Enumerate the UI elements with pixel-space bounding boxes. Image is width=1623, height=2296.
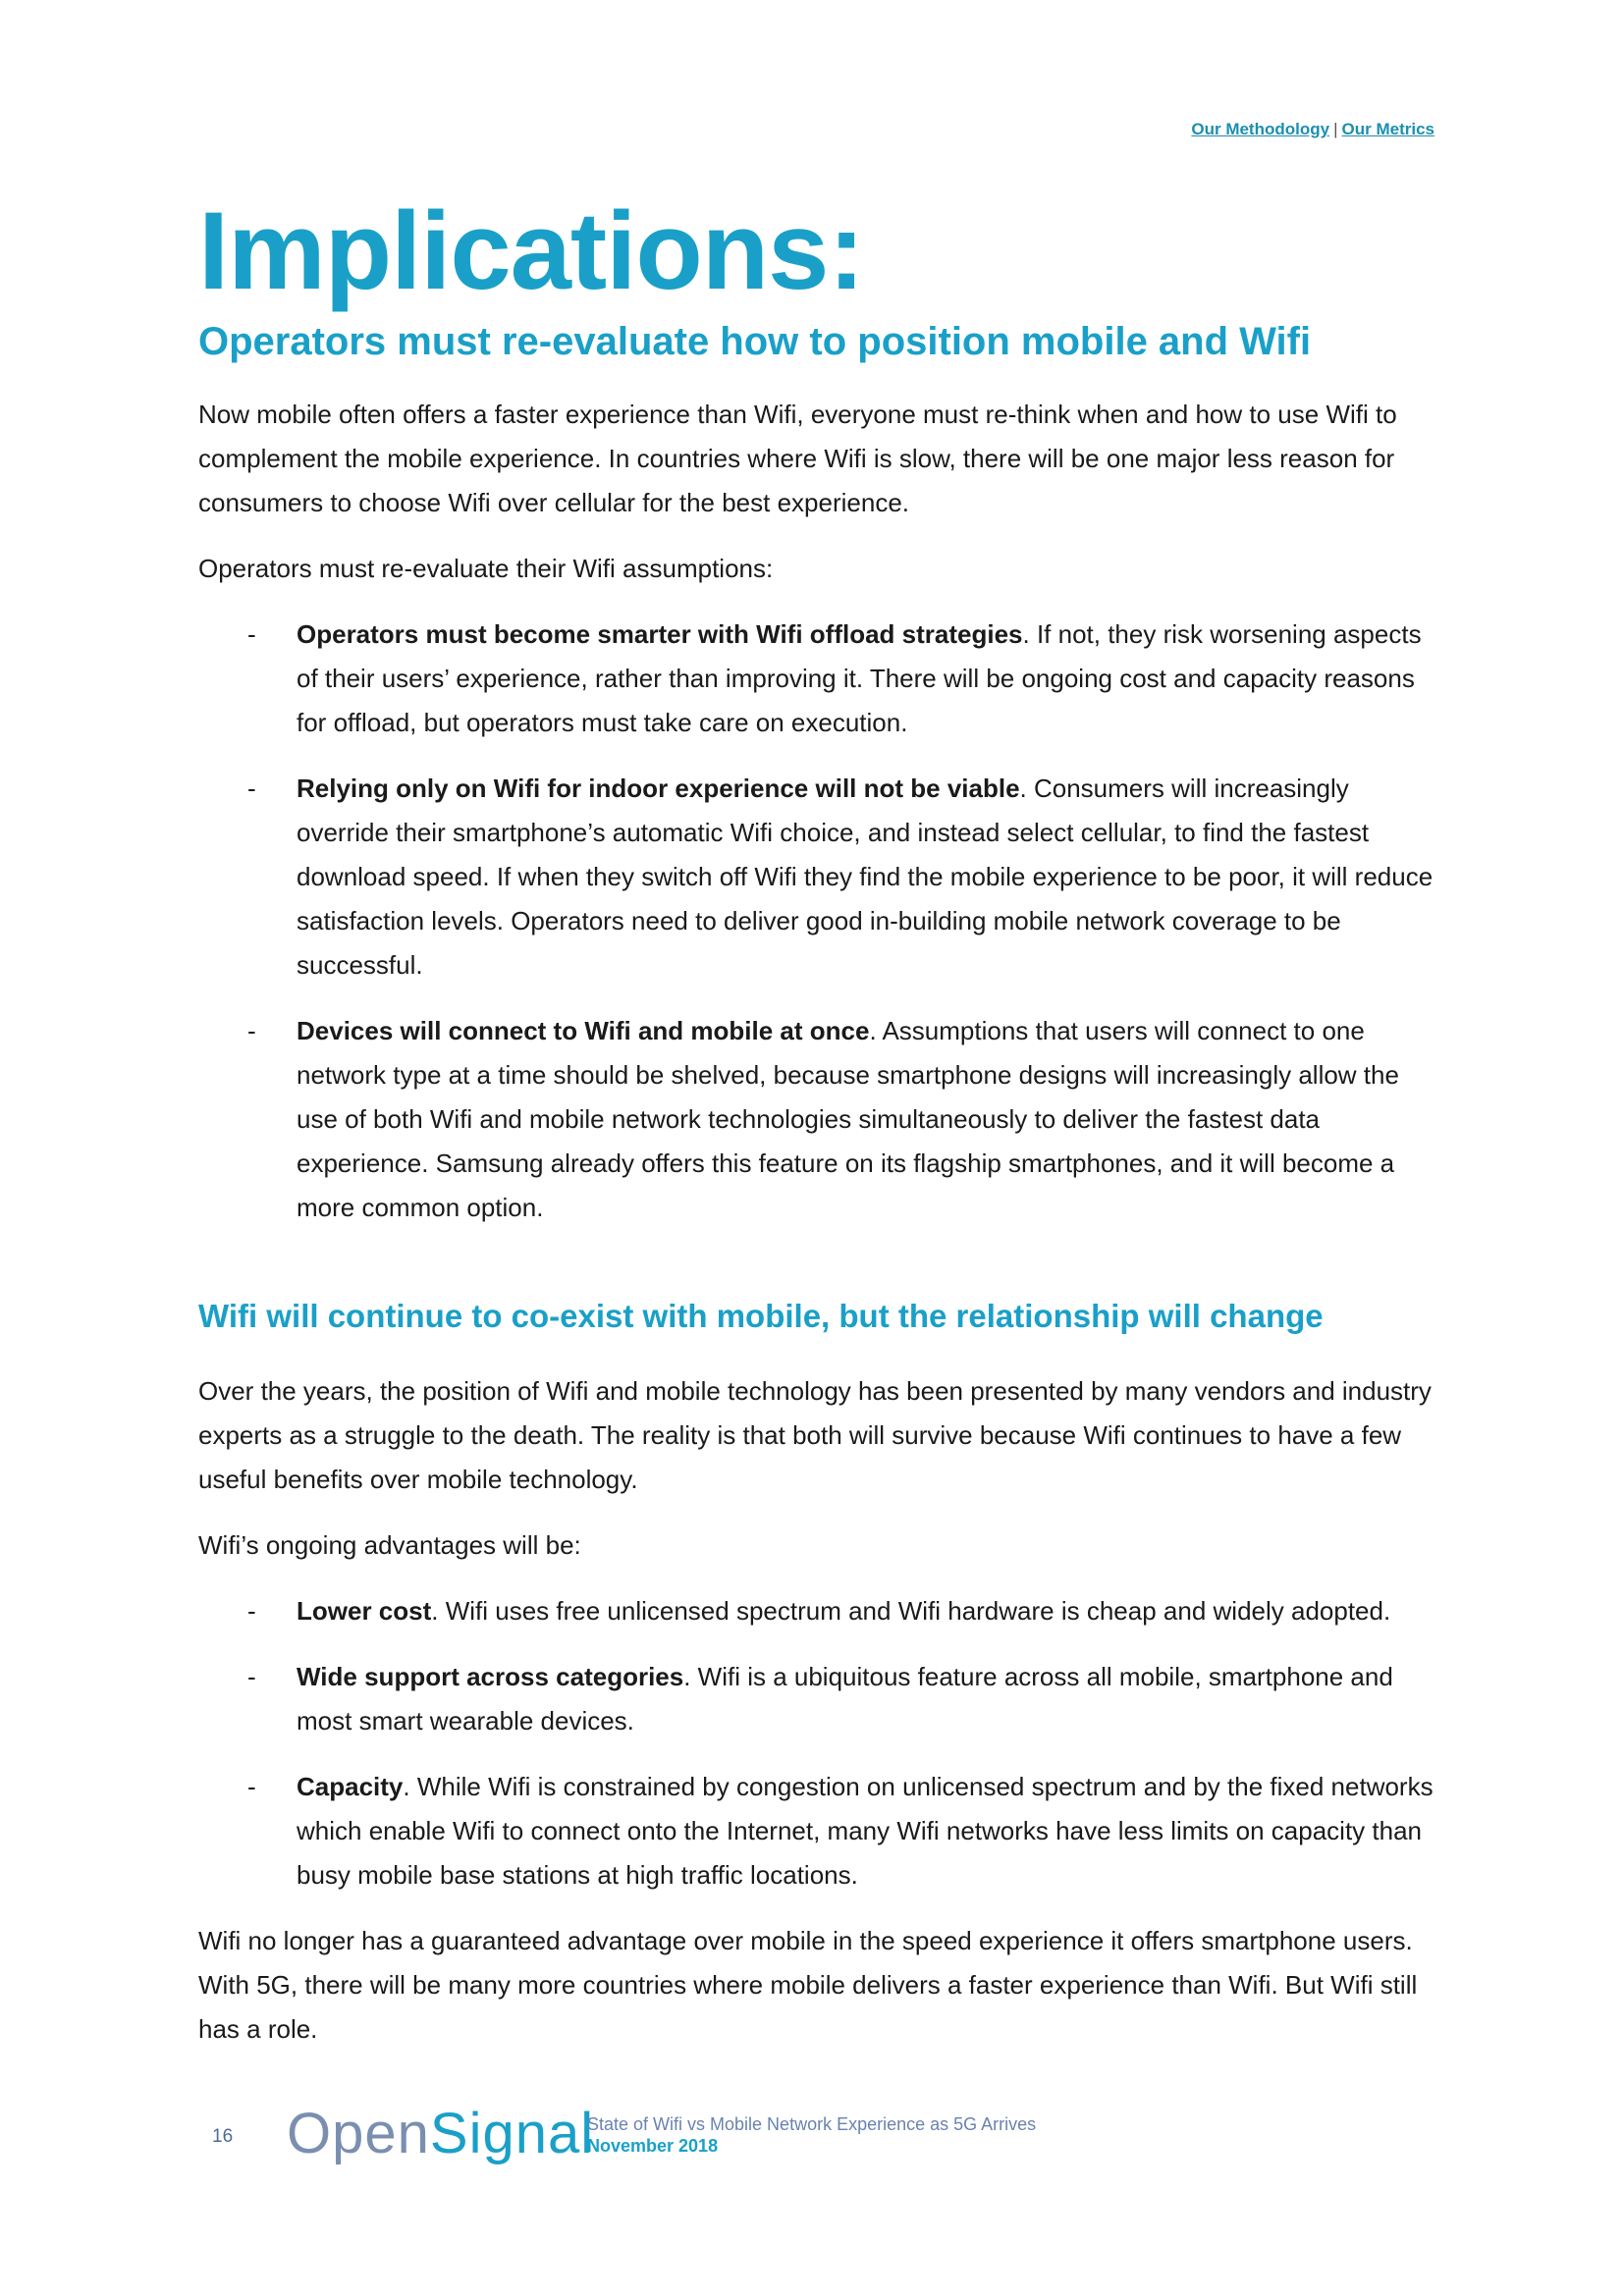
page-number: 16 [212, 2126, 234, 2147]
list-item [198, 1655, 1445, 1743]
bullet-text: . Consumers will increasingly override their smartphone’s automatic Wifi choice, and instead select cellular, to find the fastest download speed. If when they switch off Wifi they find the mobile experience to be poor, it will reduce satisfaction levels. Operators need to deliver good in-building mobile network coverage to be successful. [297, 774, 1434, 980]
section-heading: Wifi will continue to co-exist with mobile, but the relationship will change [198, 1298, 1324, 1334]
intro-paragraph: Now mobile often offers a faster experience than Wifi, everyone must re-think when and how to use Wifi to complement the mobile experience. In countries where Wifi is slow, there will be one major less reason for consumers to choose Wifi over cellular for the best experience. [198, 400, 1397, 517]
bullet-dash: - [247, 1771, 256, 1801]
assumptions-list [198, 613, 1445, 1230]
bullet-text: . Wifi uses free unlicensed spectrum and Wifi hardware is cheap and widely adopted. [431, 1595, 1391, 1626]
bullet-bold-lead: Devices will connect to Wifi and mobile at once [297, 1016, 870, 1045]
bullet-dash: - [247, 1661, 256, 1691]
page-title: Implications: [198, 189, 864, 312]
bullet-text: . Assumptions that users will connect to one network type at a time should be shelved, because smartphone designs will increasingly allow the use of both Wifi and mobile network technologies simultaneously to deliver the fastest data experience. Samsung already offers this feature on its flagship smartphones, and it will become a more common option. [297, 1016, 1399, 1222]
top-nav-links [1191, 120, 1434, 139]
list-item [198, 613, 1445, 745]
page-content [198, 189, 1445, 2052]
assumptions-lead: Operators must re-evaluate their Wifi assumptions: [198, 554, 774, 583]
bullet-bold-lead: Lower cost [297, 1595, 432, 1626]
closing-paragraph: Wifi no longer has a guaranteed advantage over mobile in the speed experience it offers smartphone users. With 5G, there will be many more countries where mobile delivers a faster experience than Wifi. But Wifi still has a role. [198, 1925, 1418, 2044]
report-date: November 2018 [587, 2136, 719, 2156]
logo-text-open: Open [287, 2102, 430, 2165]
report-title: State of Wifi vs Mobile Network Experience as 5G Arrives [587, 2114, 1037, 2134]
list-item [198, 1589, 1445, 1633]
bullet-bold-lead: Wide support across categories [297, 1661, 684, 1691]
bullet-bold-lead: Relying only on Wifi for indoor experience will not be viable [297, 774, 1020, 803]
bullet-text: . Wifi is a ubiquitous feature across all mobile, smartphone and most smart wearable devices. [297, 1661, 1393, 1735]
bullet-dash: - [247, 1595, 256, 1626]
bullet-text: . While Wifi is constrained by congestion on unlicensed spectrum and by the fixed networks which enable Wifi to connect onto the Internet, many Wifi networks have less limits on capacity than busy mobile base stations at high traffic locations. [297, 1771, 1434, 1890]
page-subtitle: Operators must re-evaluate how to position mobile and Wifi [198, 320, 1312, 363]
bullet-dash: - [247, 619, 256, 649]
bullet-bold-lead: Capacity [297, 1771, 404, 1801]
bullet-bold-lead: Operators must become smarter with Wifi offload strategies [297, 619, 1023, 649]
advantages-list [198, 1589, 1445, 1897]
advantages-lead: Wifi’s ongoing advantages will be: [198, 1529, 581, 1560]
list-item [198, 1009, 1445, 1230]
section-paragraph: Over the years, the position of Wifi and mobile technology has been presented by many vendors and industry experts as a struggle to the death. The reality is that both will survive because Wifi continues to have a few useful benefits over mobile technology. [198, 1375, 1432, 1494]
opensignal-logo [287, 2101, 594, 2166]
page-footer [0, 2101, 1623, 2165]
methodology-link[interactable]: Our Methodology [1191, 120, 1330, 138]
metrics-link[interactable]: Our Metrics [1341, 120, 1434, 138]
list-item [198, 767, 1445, 988]
list-item [198, 1765, 1445, 1897]
bullet-text: . If not, they risk worsening aspects of their users’ experience, rather than improving it. There will be ongoing cost and capacity reasons for offload, but operators must take care on execution. [297, 619, 1422, 737]
bullet-dash: - [247, 1016, 256, 1045]
bullet-dash: - [247, 774, 256, 803]
nav-separator: | [1333, 120, 1338, 138]
logo-text-signal: Signal [429, 2102, 595, 2165]
